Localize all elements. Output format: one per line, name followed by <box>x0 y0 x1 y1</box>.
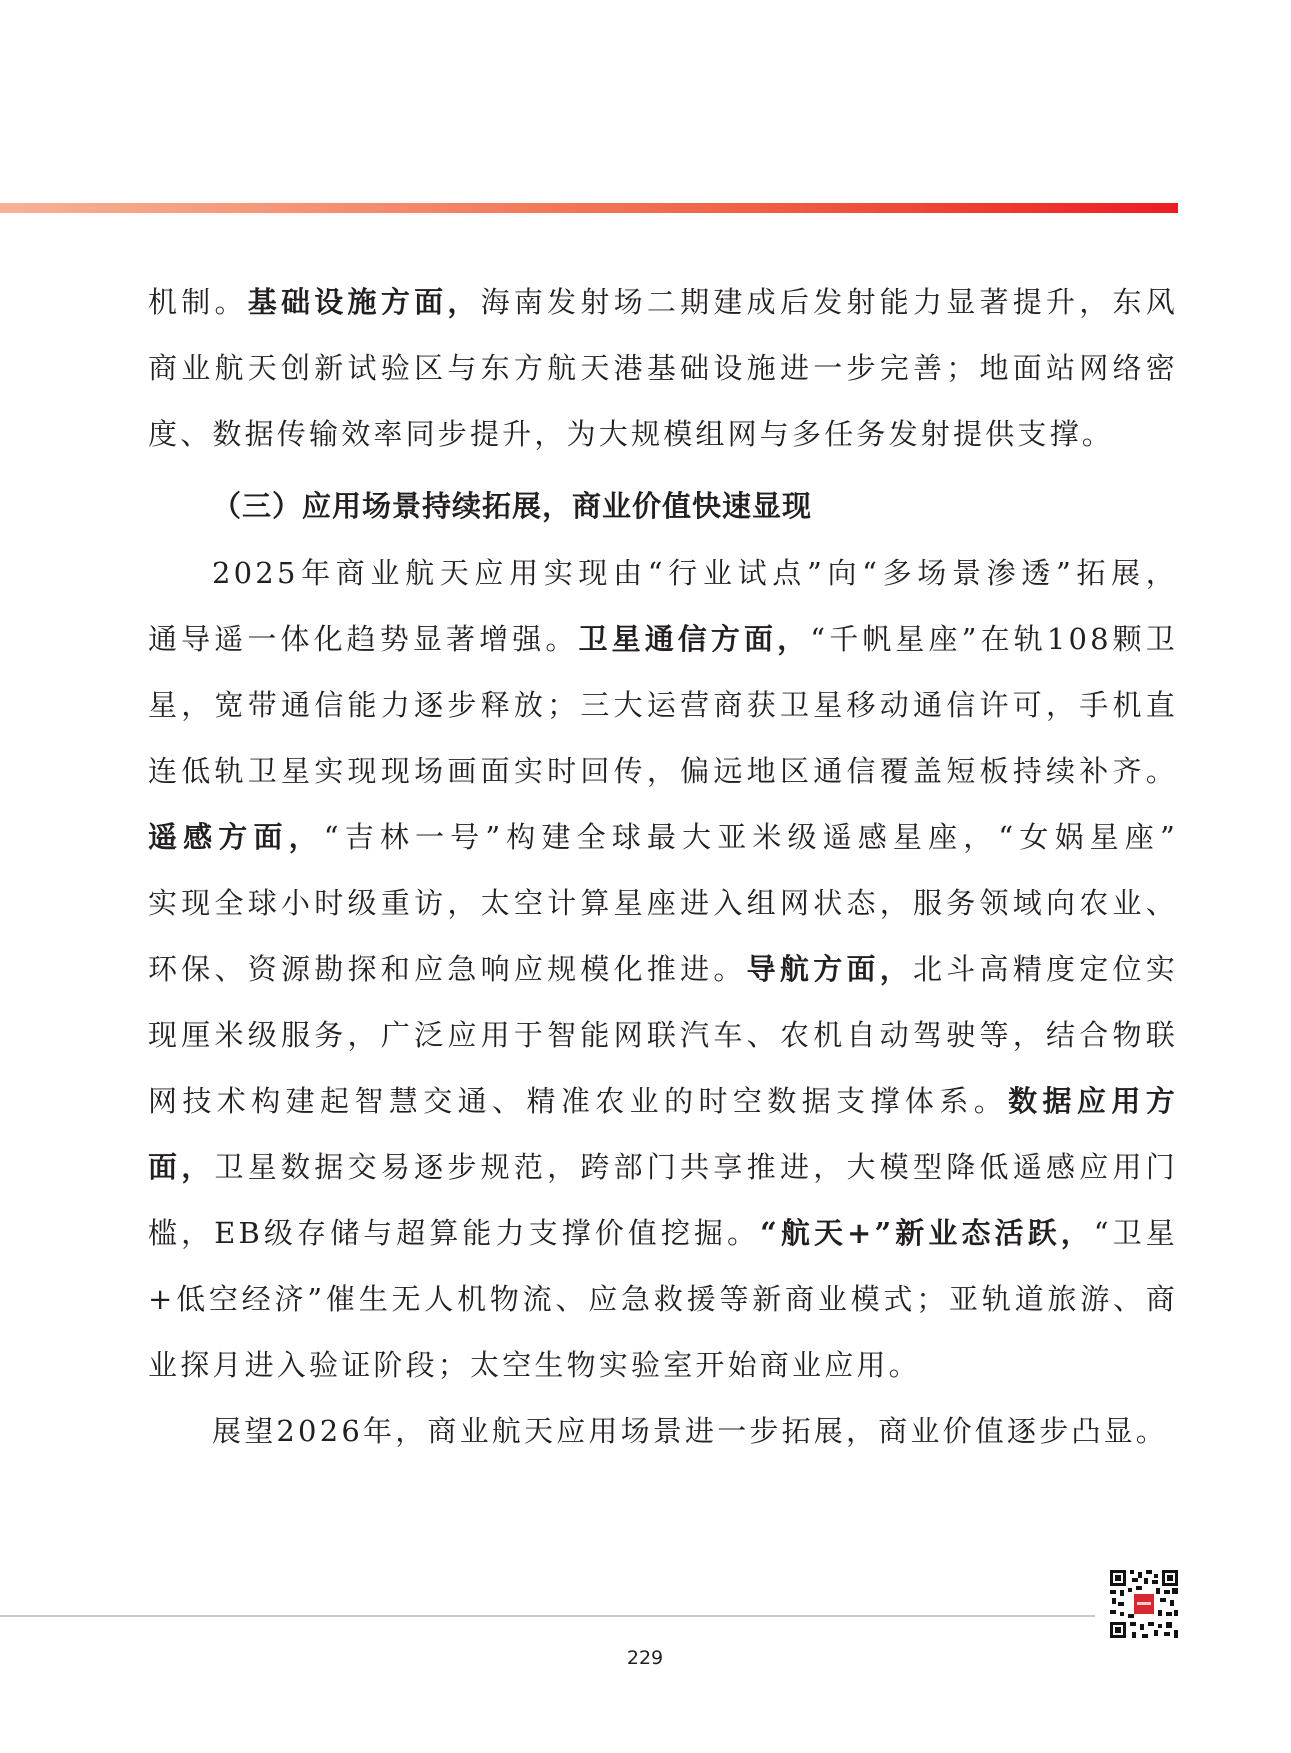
bold-text-run: 数据应用方 <box>1008 1084 1178 1118</box>
page-number: 229 <box>626 1647 664 1669</box>
paragraph-2-line-6: 实现全球小时级重访，太空计算星座进入组网状态，服务领域向农业、 <box>148 886 1178 920</box>
paragraph-2-line-11 <box>148 1213 1178 1253</box>
paragraph-2-line-1: 2025年商业航天应用实现由“行业试点”向“多场景渗透”拓展， <box>212 556 1178 590</box>
paragraph-2-line-5 <box>148 817 1178 857</box>
qr-code-icon <box>1108 1568 1180 1640</box>
bold-text-run: 遥感方面， <box>148 820 324 854</box>
bold-text-run: 面， <box>148 1150 215 1184</box>
paragraph-2-line-13: 业探月进入验证阶段；太空生物实验室开始商业应用。 <box>148 1348 921 1382</box>
paragraph-2-line-8: 现厘米级服务，广泛应用于智能网联汽车、农机自动驾驶等，结合物联 <box>148 1018 1178 1052</box>
text-run: 机制。 <box>148 285 248 319</box>
bold-text-run: 导航方面， <box>746 952 913 986</box>
text-run: “卫星 <box>1093 1216 1178 1250</box>
section-heading: （三）应用场景持续拓展，商业价值快速显现 <box>212 489 813 523</box>
paragraph-1-line-1 <box>148 282 1178 322</box>
bold-text-run: 卫星通信方面， <box>578 622 811 656</box>
paragraph-3-line-1: 展望2026年，商业航天应用场景进一步拓展，商业价值逐步凸显。 <box>212 1414 1169 1448</box>
text-run: 海南发射场二期建成后发射能力显著提升，东风 <box>480 285 1178 319</box>
paragraph-1-line-3: 度、数据传输效率同步提升，为大规模组网与多任务发射提供支撑。 <box>148 417 1115 451</box>
paragraph-2-line-9 <box>148 1081 1178 1121</box>
footer-divider <box>0 1615 1095 1617</box>
paragraph-2-line-3: 星，宽带通信能力逐步释放；三大运营商获卫星移动通信许可，手机直 <box>148 688 1178 722</box>
paragraph-2-line-7 <box>148 949 1178 989</box>
paragraph-1-line-2: 商业航天创新试验区与东方航天港基础设施进一步完善；地面站网络密 <box>148 351 1178 385</box>
text-run: 环保、资源勘探和应急响应规模化推进。 <box>148 952 747 986</box>
paragraph-2-line-10 <box>148 1147 1178 1187</box>
text-run: 槛，EB级存储与超算能力支撑价值挖掘。 <box>148 1216 761 1250</box>
text-run: “千帆星座”在轨108颗卫 <box>810 622 1178 656</box>
paragraph-2-line-12: +低空经济”催生无人机物流、应急救援等新商业模式；亚轨道旅游、商 <box>148 1282 1178 1316</box>
bold-text-run: 基础设施方面， <box>247 285 481 319</box>
text-run: 通导遥一体化趋势显著增强。 <box>148 622 579 656</box>
paragraph-2-line-2 <box>148 619 1178 659</box>
bold-text-run: “航天+”新业态活跃， <box>760 1216 1094 1250</box>
text-run: 网技术构建起智慧交通、精准农业的时空数据支撑体系。 <box>148 1084 1009 1118</box>
text-run: 北斗高精度定位实 <box>912 952 1178 986</box>
header-accent-bar <box>0 203 1178 213</box>
text-run: 卫星数据交易逐步规范，跨部门共享推进，大模型降低遥感应用门 <box>214 1150 1178 1184</box>
paragraph-2-line-4: 连低轨卫星实现现场画面实时回传，偏远地区通信覆盖短板持续补齐。 <box>148 754 1178 788</box>
text-run: “吉林一号”构建全球最大亚米级遥感星座，“女娲星座” <box>323 820 1178 854</box>
